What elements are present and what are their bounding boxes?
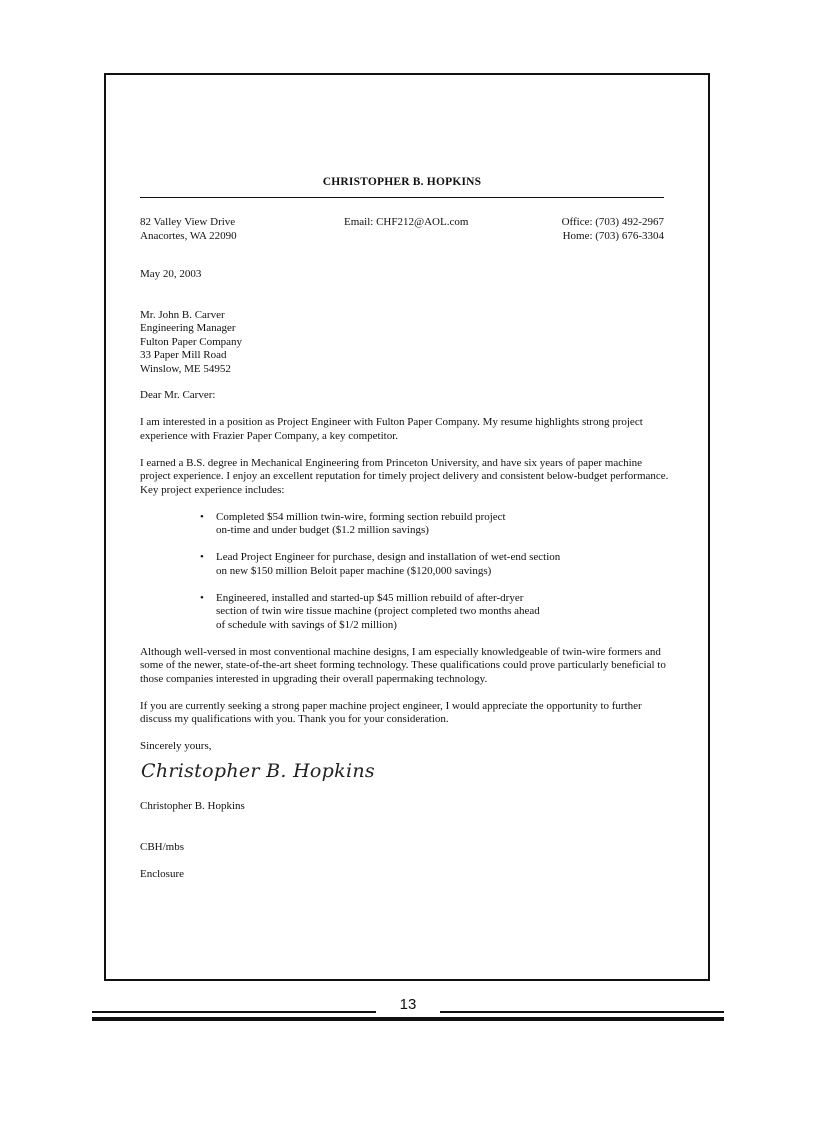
letter-date: May 20, 2003 [140,268,202,280]
list-item-line: section of twin wire tissue machine (project completed two months ahead [216,605,540,617]
list-item [140,511,670,538]
list-item-line: Completed $54 million twin-wire, forming section rebuild project [216,510,506,523]
footer-rule-thick [92,1017,724,1021]
recipient-block [140,309,242,376]
address-line: 82 Valley View Drive [140,216,236,228]
body-paragraph: I earned a B.S. degree in Mechanical Engineering from Princeton University, and have six years of paper machine project experience. I enjoy an excellent reputation for timely project delivery and consistent below-budget performance. Key project experience includes: [140,456,669,496]
recipient-line: 33 Paper Mill Road [140,349,227,362]
experience-list [140,511,670,633]
bullet-icon: • [200,551,204,563]
recipient-line: Winslow, ME 54952 [140,362,231,375]
list-item-line: on-time and under budget ($1.2 million savings) [216,524,429,536]
page-number: 13 [399,996,417,1013]
enclosure-note: Enclosure [140,868,184,880]
bullet-icon: • [200,591,204,604]
home-phone: Home: (703) 676-3304 [562,229,664,242]
bullet-icon: • [200,510,204,523]
address-line: Anacortes, WA 22090 [140,229,237,242]
salutation: Dear Mr. Carver: [140,389,216,401]
letterhead-address [140,216,237,243]
body-paragraph: Although well-versed in most conventional machine designs, I am especially knowledgeable of twin-wire formers and some of the newer, state-of-the-art sheet forming technology. These qualifications could prove particularly beneficial to those companies interested in upgrading their overall papermaking technology. [140,645,666,685]
complimentary-close: Sincerely yours, [140,740,212,752]
letter-body [140,389,670,767]
office-phone: Office: (703) 492-2967 [561,216,664,228]
recipient-line: Engineering Manager [140,322,236,335]
letterhead-rule [140,197,664,198]
recipient-line: Mr. John B. Carver [140,309,225,321]
letterhead-name: CHRISTOPHER B. HOPKINS [322,176,482,188]
letterhead-phones [562,216,664,243]
recipient-line: Fulton Paper Company [140,335,243,348]
list-item [140,551,670,578]
reference-initials: CBH/mbs [140,841,185,853]
handwritten-signature: Christopher B. Hopkins [141,760,375,782]
list-item-line: Engineered, installed and started-up $45 million rebuild of after-dryer [216,591,524,604]
list-item-line: on new $150 million Beloit paper machine ($120,000 savings) [216,564,492,577]
list-item [140,592,670,633]
typed-name: Christopher B. Hopkins [140,800,245,812]
list-item-line: of schedule with savings of $1/2 million) [216,618,397,631]
footer-rule-right-thin [440,1011,724,1013]
footer-rule-left-thin [92,1011,376,1013]
body-paragraph: I am interested in a position as Project Engineer with Fulton Paper Company. My resume highlights strong project experience with Frazier Paper Company, a key competitor. [140,416,643,442]
body-paragraph: If you are currently seeking a strong paper machine project engineer, I would appreciate the opportunity to further discuss my qualifications with you. Thank you for your consideration. [140,699,642,725]
letterhead-email: Email: CHF212@AOL.com [344,216,469,228]
list-item-line: Lead Project Engineer for purchase, design and installation of wet-end section [216,551,561,563]
